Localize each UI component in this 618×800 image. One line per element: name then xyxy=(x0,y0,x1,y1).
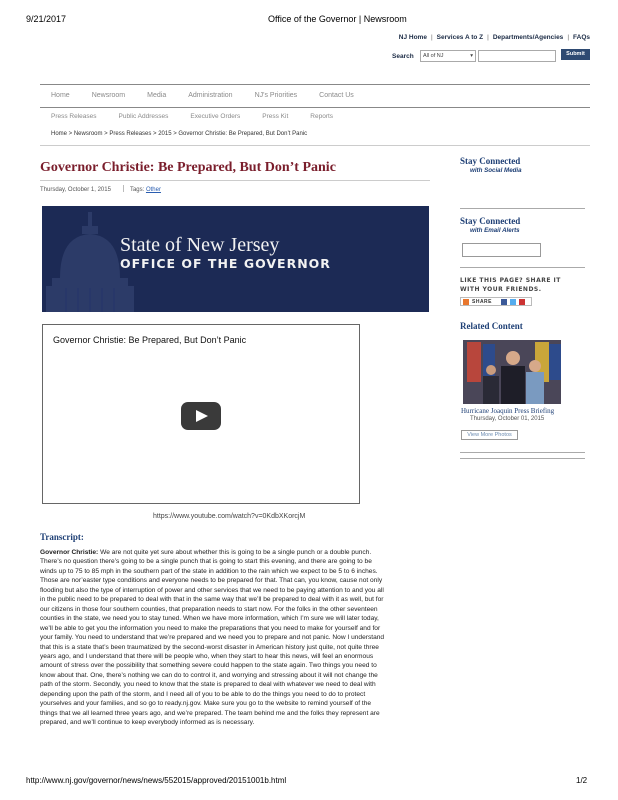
transcript-line: depending upon the path of the storm, and I need all of you to be able to do the things you need to do to protect xyxy=(40,690,366,698)
transcript-line: in the public need to be prepared to deal with that in the same way that we’ll be prepared to deal with it as well, but for xyxy=(40,596,384,604)
divider xyxy=(40,107,590,108)
separator: | xyxy=(487,34,489,41)
view-more-photos-button[interactable]: View More Photos xyxy=(461,430,518,440)
speaker-name: Governor Christie: xyxy=(40,549,99,556)
services-link[interactable]: Services A to Z xyxy=(436,34,484,41)
related-content-heading: Related Content xyxy=(460,321,523,331)
article-meta xyxy=(40,185,161,193)
divider xyxy=(40,145,590,146)
transcript-heading: Transcript: xyxy=(40,532,84,542)
related-caption-link[interactable]: Hurricane Joaquin Press Briefing xyxy=(461,407,555,415)
subnav-executive-orders[interactable]: Executive Orders xyxy=(190,113,241,120)
transcript-line: flooding but also the type of interruption of power and other services that we need to be paying attention to and you all xyxy=(40,586,384,594)
separator: | xyxy=(430,34,433,41)
transcript-line: There’s no question there’s going to be a single punch that is going to start this evening, and there are going to be xyxy=(40,558,372,566)
nav-contact[interactable]: Contact Us xyxy=(319,92,354,99)
facebook-icon xyxy=(501,299,507,305)
subnav-press-releases[interactable]: Press Releases xyxy=(51,113,97,120)
transcript-line: counties in the state, we need you to stay tuned. When we have more information, which I’m sure we will later today, xyxy=(40,615,379,623)
departments-link[interactable]: Departments/Agencies xyxy=(492,34,564,41)
tags-label: Tags: xyxy=(129,187,145,193)
search-label: Search xyxy=(392,53,414,60)
search-scope-value: All of NJ xyxy=(423,53,444,59)
transcript-line: we’ll be able to get you the information you need to make the preparations that you need to make for yourself and for xyxy=(40,624,381,632)
breadcrumb[interactable]: Home > Newsroom > Press Releases > 2015 > Governor Christie: Be Prepared, But Don’t Panic xyxy=(51,131,308,137)
stay-connected-social-heading[interactable]: Stay Connected xyxy=(460,156,521,166)
nav-media[interactable]: Media xyxy=(147,92,167,99)
transcript-line: Governor Christie: We are not quite yet sure about whether this is going to be a single punch or a double punch. xyxy=(40,549,372,556)
transcript-line: Those are nor’easter type conditions and everyone needs to be prepared for that. That can, you know, cause not only xyxy=(40,577,383,585)
social-media-subtitle[interactable]: with Social Media xyxy=(470,167,522,174)
office-banner xyxy=(42,206,429,312)
transcript-line: prepared, and we’ll continue to keep everybody informed as is necessary. xyxy=(40,719,255,727)
print-page-title: Office of the Governor | Newsroom xyxy=(268,14,407,24)
email-alerts-subtitle[interactable]: with Email Alerts xyxy=(470,227,520,234)
transcript-line: know about that. One, there’s nothing we can do to control it, and worrying and stressing about it will not change the xyxy=(40,671,378,679)
share-button[interactable] xyxy=(460,297,532,306)
banner-state-name: State of New Jersey xyxy=(120,234,280,256)
divider xyxy=(460,452,585,453)
transcript-line: that this is a state that’s been traumatized by the second-worst disaster in American history just quite, not quite three xyxy=(40,643,379,651)
subnav-reports[interactable]: Reports xyxy=(310,113,334,120)
transcript-line: your family. You need to understand that we’re prepared and we need you to prepare and not panic. Now I understand xyxy=(40,634,385,642)
faqs-link[interactable]: FAQs xyxy=(573,34,590,41)
transcript-line: amount of stress over the possibility that something severe could happen to the state again. Two things you need to xyxy=(40,662,377,670)
page-title: Governor Christie: Be Prepared, But Don’t Panic xyxy=(40,160,336,175)
press-briefing-photo-icon xyxy=(463,340,561,404)
transcript-body xyxy=(40,548,432,728)
email-icon xyxy=(519,299,525,305)
divider xyxy=(460,208,585,209)
print-date: 9/21/2017 xyxy=(26,14,67,24)
twitter-icon xyxy=(510,299,516,305)
video-player[interactable] xyxy=(42,324,360,504)
share-prompt: LIKE THIS PAGE? SHARE IT WITH YOUR FRIENDS. xyxy=(460,277,561,293)
nav-priorities[interactable]: NJ's Priorities xyxy=(254,92,298,99)
divider xyxy=(40,180,430,181)
banner-office-name: OFFICE OF THE GOVERNOR xyxy=(120,256,331,271)
separator: | xyxy=(567,34,570,41)
divider xyxy=(460,267,585,268)
transcript-line: years ago, and I understand that there will be people who, when they start to hear this news, will feel an enormous xyxy=(40,652,374,660)
video-title: Governor Christie: Be Prepared, But Don’t Panic xyxy=(53,335,247,345)
article-date: Thursday, October 1, 2015 xyxy=(40,187,111,193)
nav-administration[interactable]: Administration xyxy=(188,92,233,99)
footer-page-number: 1/2 xyxy=(576,776,588,785)
subnav-press-kit[interactable]: Press Kit xyxy=(262,113,289,120)
submit-button[interactable]: Submit xyxy=(561,49,590,60)
stay-connected-email-heading[interactable]: Stay Connected xyxy=(460,216,521,226)
divider xyxy=(40,84,590,85)
sub-nav xyxy=(40,113,344,120)
nav-home[interactable]: Home xyxy=(51,92,70,99)
share-icon xyxy=(463,299,469,305)
video-url: https://www.youtube.com/watch?v=0KdbXKorcjM xyxy=(153,513,306,520)
play-icon[interactable] xyxy=(181,402,221,430)
transcript-line: yourselves and your families, and so go to ready.nj.gov. Make sure you go to the website to remind yourself of the xyxy=(40,700,372,708)
chevron-down-icon: ▾ xyxy=(470,53,473,59)
nj-home-link[interactable]: NJ Home xyxy=(398,34,427,41)
nav-newsroom[interactable]: Newsroom xyxy=(91,92,126,99)
top-links xyxy=(399,34,590,41)
share-label: SHARE xyxy=(472,298,493,305)
separator xyxy=(123,185,124,192)
related-date: Thursday, October 01, 2015 xyxy=(470,416,545,422)
email-field[interactable] xyxy=(462,243,541,257)
transcript-line: winds up to 75 to 85 mph in the southern part of the state in addition to the rain which we expect to be 5 to 6 inches. xyxy=(40,567,378,575)
related-photo[interactable] xyxy=(463,340,561,404)
transcript-line: our citizens in those four southern counties, that preparation needs to start now. For the folks in the other seventeen xyxy=(40,605,378,613)
transcript-line: path of the storm. Secondly, you need to know that the state is prepared to deal with whatever we need to deal with xyxy=(40,681,376,689)
transcript-line: things that we all learned three years ago, and we’re prepared. The team behind me and the folks they represent are xyxy=(40,709,380,717)
main-nav xyxy=(40,92,365,99)
footer-url: http://www.nj.gov/governor/news/news/552015/approved/20151001b.html xyxy=(26,776,287,785)
divider xyxy=(460,458,585,459)
tag-link[interactable]: Other xyxy=(145,187,161,193)
subnav-public-addresses[interactable]: Public Addresses xyxy=(118,113,169,120)
search-scope-select[interactable] xyxy=(420,50,476,62)
search-input[interactable] xyxy=(478,50,556,62)
